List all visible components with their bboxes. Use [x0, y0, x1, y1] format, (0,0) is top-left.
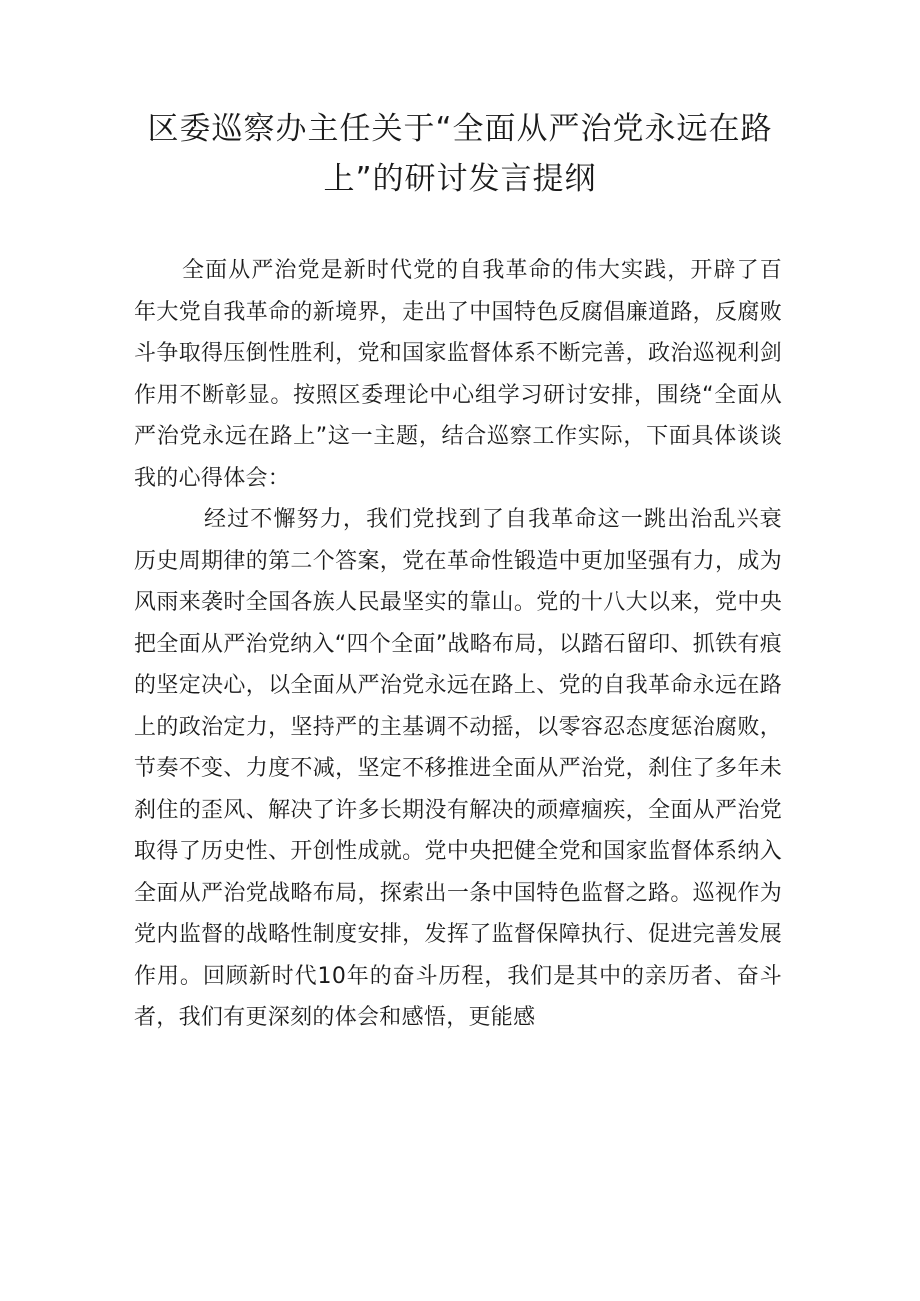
document-title [120, 104, 800, 204]
paragraph-main: 经过不懈努力，我们党找到了自我革命这一跳出治乱兴衰历史周期律的第二个答案，党在革命性锻造中更加坚强有力，成为风雨来袭时全国各族人民最坚实的靠山。党的十八大以来，党中央把全面从严治党纳入“四个全面”战略布局，以踏石留印、抓铁有痕的坚定决心，以全面从严治党永远在路上、党的自我革命永远在路上的政治定力，坚持严的主基调不动摇，以零容忍态度惩治腐败，节奏不变、力度不减，坚定不移推进全面从严治党，刹住了多年未刹住的歪风、解决了许多长期没有解决的顽瘴痼疾，全面从严治党取得了历史性、开创性成就。党中央把健全党和国家监督体系纳入全面从严治党战略布局，探索出一条中国特色监督之路。巡视作为党内监督的战略性制度安排，发挥了监督保障执行、促进完善发展作用。回顾新时代10年的奋斗历程，我们是其中的亲历者、奋斗者，我们有更深刻的体会和感悟，更能感 [134, 507, 782, 1030]
title-line-2: 上”的研讨发言提纲 [323, 161, 597, 197]
paragraph-intro: 全面从严治党是新时代党的自我革命的伟大实践，开辟了百年大党自我革命的新境界，走出了中国特色反腐倡廉道路，反腐败斗争取得压倒性胜利，党和国家监督体系不断完善，政治巡视利剑作用不断彰显。按照区委理论中心组学习研讨安排，围绕“全面从严治党永远在路上”这一主题，结合巡察工作实际，下面具体谈谈我的心得体会： [134, 258, 782, 491]
title-line-1: 区委巡察办主任关于“全面从严治党永远在路 [147, 111, 773, 147]
document-body [134, 250, 782, 1039]
